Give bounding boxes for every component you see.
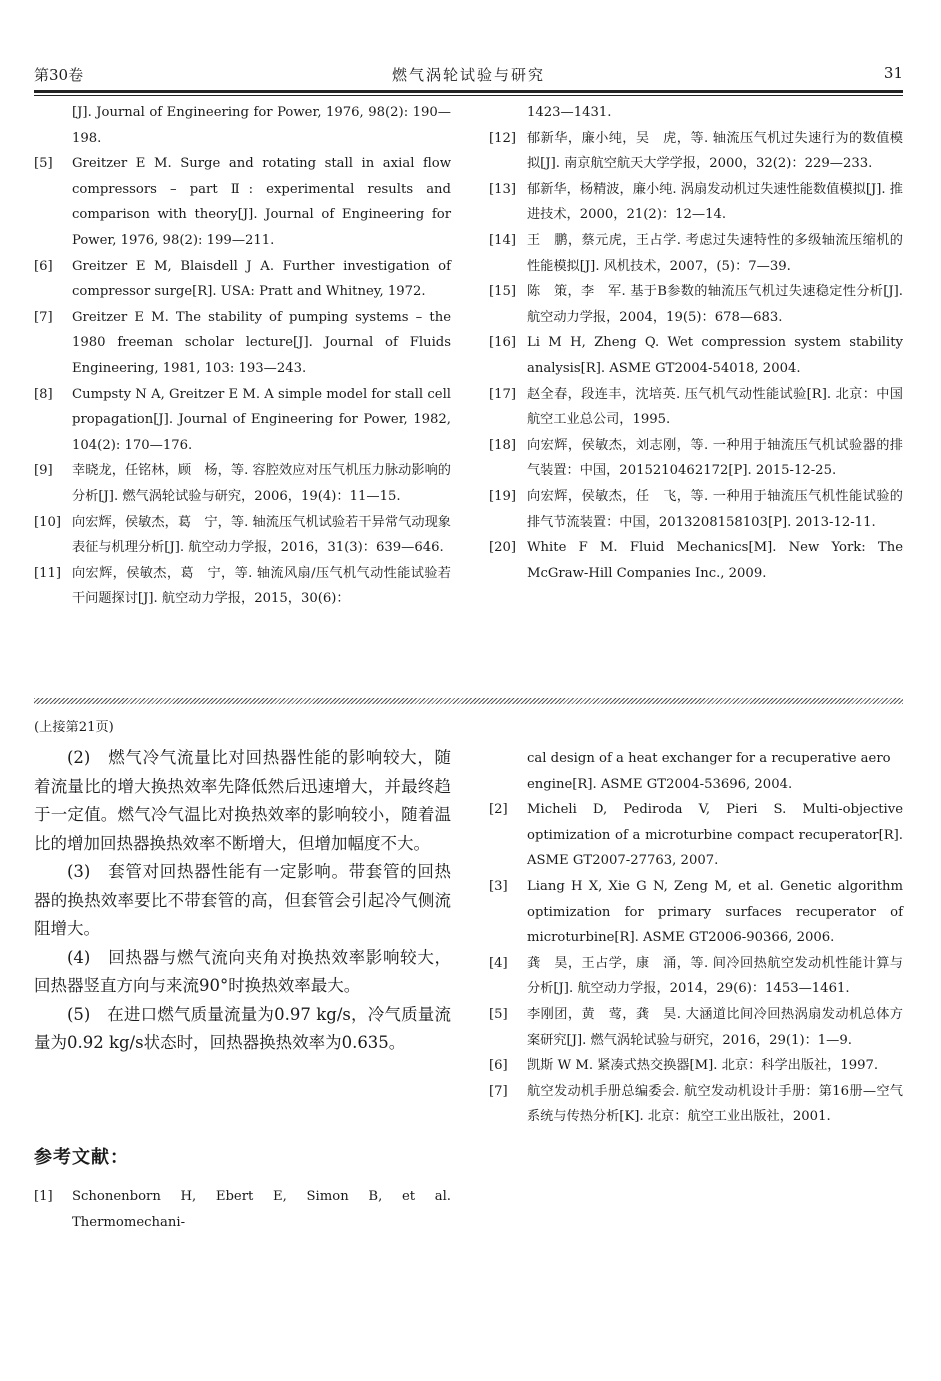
reference-item bbox=[489, 951, 903, 1002]
reference-item bbox=[34, 254, 451, 305]
references-top-right bbox=[489, 100, 903, 586]
reference-text: 向宏辉，侯敏杰，葛 宁，等. 轴流风扇/压气机气动性能试验若干问题探讨[J]. 航空动力学报，2015，30(6)： bbox=[72, 565, 451, 607]
reference-number: [12] bbox=[489, 130, 517, 146]
references-bottom-right bbox=[489, 746, 903, 1130]
reference-item bbox=[34, 1184, 451, 1235]
reference-number: [7] bbox=[489, 1083, 508, 1099]
reference-text: 陈 策，李 军. 基于B参数的轴流压气机过失速稳定性分析[J]. 航空动力学报，2004，19(5)：678—683. bbox=[527, 284, 903, 325]
reference-text: 赵全春，段连丰，沈培英. 压气机气动性能试验[R]. 北京：中国航空工业总公司，1995. bbox=[527, 386, 903, 428]
reference-number: [17] bbox=[489, 386, 517, 402]
body-paragraph: (3) 套管对回热器性能有一定影响。带套管的回热器的换热效率要比不带套管的高，但套管会引起冷气侧流阻增大。 bbox=[34, 862, 451, 938]
reference-text: 王 鹏，蔡元虎，王占学. 考虑过失速特性的多级轴流压缩机的性能模拟[J]. 风机技术，2007，(5)：7—39. bbox=[527, 232, 903, 274]
reference-number: [2] bbox=[489, 802, 508, 818]
references-bottom-left bbox=[34, 1184, 451, 1235]
reference-text: Li M H, Zheng Q. Wet compression system stability analysis[R]. ASME GT2004-54018, 2004. bbox=[527, 335, 903, 376]
reference-text: 幸晓龙，任铭林，顾 杨，等. 容腔效应对压气机压力脉动影响的分析[J]. 燃气涡轮试验与研究，2006，19(4)：11—15. bbox=[72, 463, 451, 504]
reference-number: [5] bbox=[34, 156, 53, 172]
reference-item bbox=[489, 797, 903, 874]
reference-number: [9] bbox=[34, 463, 53, 479]
reference-item bbox=[489, 484, 903, 535]
reference-item bbox=[34, 305, 451, 382]
reference-item bbox=[489, 177, 903, 228]
references-top-left bbox=[34, 100, 451, 612]
reference-text: Cumpsty N A, Greitzer E M. A simple model for stall cell propagation[J]. Journal of Engineering for Power, 1982, 104(2): 170—176. bbox=[72, 386, 451, 453]
header-rule-thin bbox=[34, 95, 903, 96]
reference-item bbox=[34, 458, 451, 509]
page-header bbox=[34, 60, 903, 86]
reference-item bbox=[34, 151, 451, 253]
reference-number: [16] bbox=[489, 335, 517, 351]
continued-note: (上接第21页) bbox=[34, 720, 114, 735]
reference-number: [11] bbox=[34, 565, 62, 581]
body-paragraph: (5) 在进口燃气质量流量为0.97 kg/s，冷气质量流量为0.92 kg/s状态时，回热器换热效率为0.635。 bbox=[34, 1004, 451, 1052]
reference-text: 向宏辉，侯敏杰，刘志刚，等. 一种用于轴流压气机试验器的排气装置：中国，2015210462172[P]. 2015-12-25. bbox=[527, 437, 903, 479]
reference-item bbox=[489, 1079, 903, 1130]
reference-text: 郁新华，廉小纯，吴 虎，等. 轴流压气机过失速行为的数值模拟[J]. 南京航空航天大学学报，2000，32(2)：229—233. bbox=[527, 130, 903, 172]
reference-continuation: 1423—1431. bbox=[527, 105, 612, 120]
reference-text: 向宏辉，侯敏杰，任 飞，等. 一种用于轴流压气机性能试验的排气节流装置：中国，2013208158103[P]. 2013-12-11. bbox=[527, 488, 903, 530]
reference-number: [1] bbox=[34, 1189, 53, 1204]
body-paragraph: (4) 回热器与燃气流向夹角对换热效率影响较大，回热器竖直方向与来流90°时换热效率最大。 bbox=[34, 947, 451, 995]
reference-item bbox=[489, 228, 903, 279]
reference-number: [6] bbox=[34, 258, 53, 274]
reference-text: 李刚团，黄 莺，龚 昊. 大涵道比间冷回热涡扇发动机总体方案研究[J]. 燃气涡轮试验与研究，2016，29(1)：1—9. bbox=[527, 1006, 903, 1048]
reference-continuation: cal design of a heat exchanger for a recuperative aero engine[R]. ASME GT2004-53696, 2004. bbox=[527, 751, 891, 792]
reference-number: [18] bbox=[489, 437, 517, 453]
reference-number: [13] bbox=[489, 181, 517, 197]
reference-text: Micheli D, Pediroda V, Pieri S. Multi-objective optimization of a microturbine compact recuperator[R]. ASME GT2007-27763, 2007. bbox=[527, 802, 903, 869]
reference-item bbox=[34, 510, 451, 561]
header-rule-thick bbox=[34, 90, 903, 93]
reference-text: Greitzer E M. The stability of pumping systems – the 1980 freeman scholar lecture[J]. Journal of Fluids Engineering, 1981, 103: 193—243. bbox=[72, 309, 451, 376]
reference-item bbox=[489, 382, 903, 433]
reference-number: [3] bbox=[489, 878, 508, 894]
reference-item bbox=[489, 126, 903, 177]
reference-number: [19] bbox=[489, 488, 517, 504]
reference-number: [10] bbox=[34, 514, 62, 530]
reference-item bbox=[489, 535, 903, 586]
journal-title: 燃气涡轮试验与研究 bbox=[391, 66, 545, 84]
reference-text: White F M. Fluid Mechanics[M]. New York: The McGraw-Hill Companies Inc., 2009. bbox=[527, 540, 903, 581]
reference-item bbox=[34, 561, 451, 612]
reference-text: 郁新华，杨精波，廉小纯. 涡扇发动机过失速性能数值模拟[J]. 推进技术，2000，21(2)：12—14. bbox=[527, 181, 903, 223]
body-paragraph: (2) 燃气冷气流量比对回热器性能的影响较大，随着流量比的增大换热效率先降低然后迅速增大，并最终趋于一定值。燃气冷气温比对换热效率的影响较小，随着温比的增加回热器换热效率不断增大，但增加幅度不大。 bbox=[34, 748, 451, 853]
reference-number: [5] bbox=[489, 1006, 508, 1022]
body-text bbox=[34, 744, 451, 1058]
section-separator bbox=[34, 698, 903, 704]
page-number: 31 bbox=[883, 64, 903, 82]
reference-item bbox=[489, 279, 903, 330]
reference-item bbox=[34, 100, 451, 151]
reference-number: [4] bbox=[489, 955, 508, 971]
reference-number: [20] bbox=[489, 540, 517, 556]
reference-text: Greitzer E M. Surge and rotating stall in axial flow compressors – part Ⅱ: experimental results and comparison with theory[J]. Journal of Engineering for Power, 1976, 98(2): 199—211. bbox=[72, 156, 451, 248]
volume-label: 第30卷 bbox=[34, 66, 84, 84]
reference-text: 航空发动机手册总编委会. 航空发动机设计手册：第16册—空气系统与传热分析[K]. 北京：航空工业出版社，2001. bbox=[527, 1083, 903, 1125]
reference-item bbox=[489, 874, 903, 951]
reference-text: 凯斯 W M. 紧凑式热交换器[M]. 北京：科学出版社，1997. bbox=[527, 1058, 879, 1074]
reference-item bbox=[34, 382, 451, 459]
reference-number: [7] bbox=[34, 309, 53, 325]
reference-item bbox=[489, 330, 903, 381]
reference-text: Schonenborn H, Ebert E, Simon B, et al. Thermomechani- bbox=[72, 1189, 451, 1230]
reference-text: [J]. Journal of Engineering for Power, 1976, 98(2): 190—198. bbox=[72, 105, 451, 146]
reference-number: [15] bbox=[489, 284, 517, 300]
reference-text: Liang H X, Xie G N, Zeng M, et al. Genetic algorithm optimization for primary surfaces recuperator of microturbine[R]. ASME GT2006-90366, 2006. bbox=[527, 878, 903, 946]
reference-number: [14] bbox=[489, 232, 517, 248]
reference-text: 龚 昊，王占学，康 涌，等. 间冷回热航空发动机性能计算与分析[J]. 航空动力学报，2014，29(6)：1453—1461. bbox=[527, 955, 903, 997]
reference-text: Greitzer E M, Blaisdell J A. Further investigation of compressor surge[R]. USA: Pratt and Whitney, 1972. bbox=[72, 258, 451, 300]
reference-item bbox=[489, 1053, 903, 1079]
reference-text: 向宏辉，侯敏杰，葛 宁，等. 轴流压气机试验若干异常气动现象表征与机理分析[J]. 航空动力学报，2016，31(3)：639—646. bbox=[72, 514, 451, 556]
reference-item bbox=[489, 433, 903, 484]
references-heading: 参考文献： bbox=[34, 1147, 129, 1168]
reference-item bbox=[489, 1002, 903, 1053]
reference-number: [8] bbox=[34, 386, 53, 402]
reference-number: [6] bbox=[489, 1058, 508, 1074]
